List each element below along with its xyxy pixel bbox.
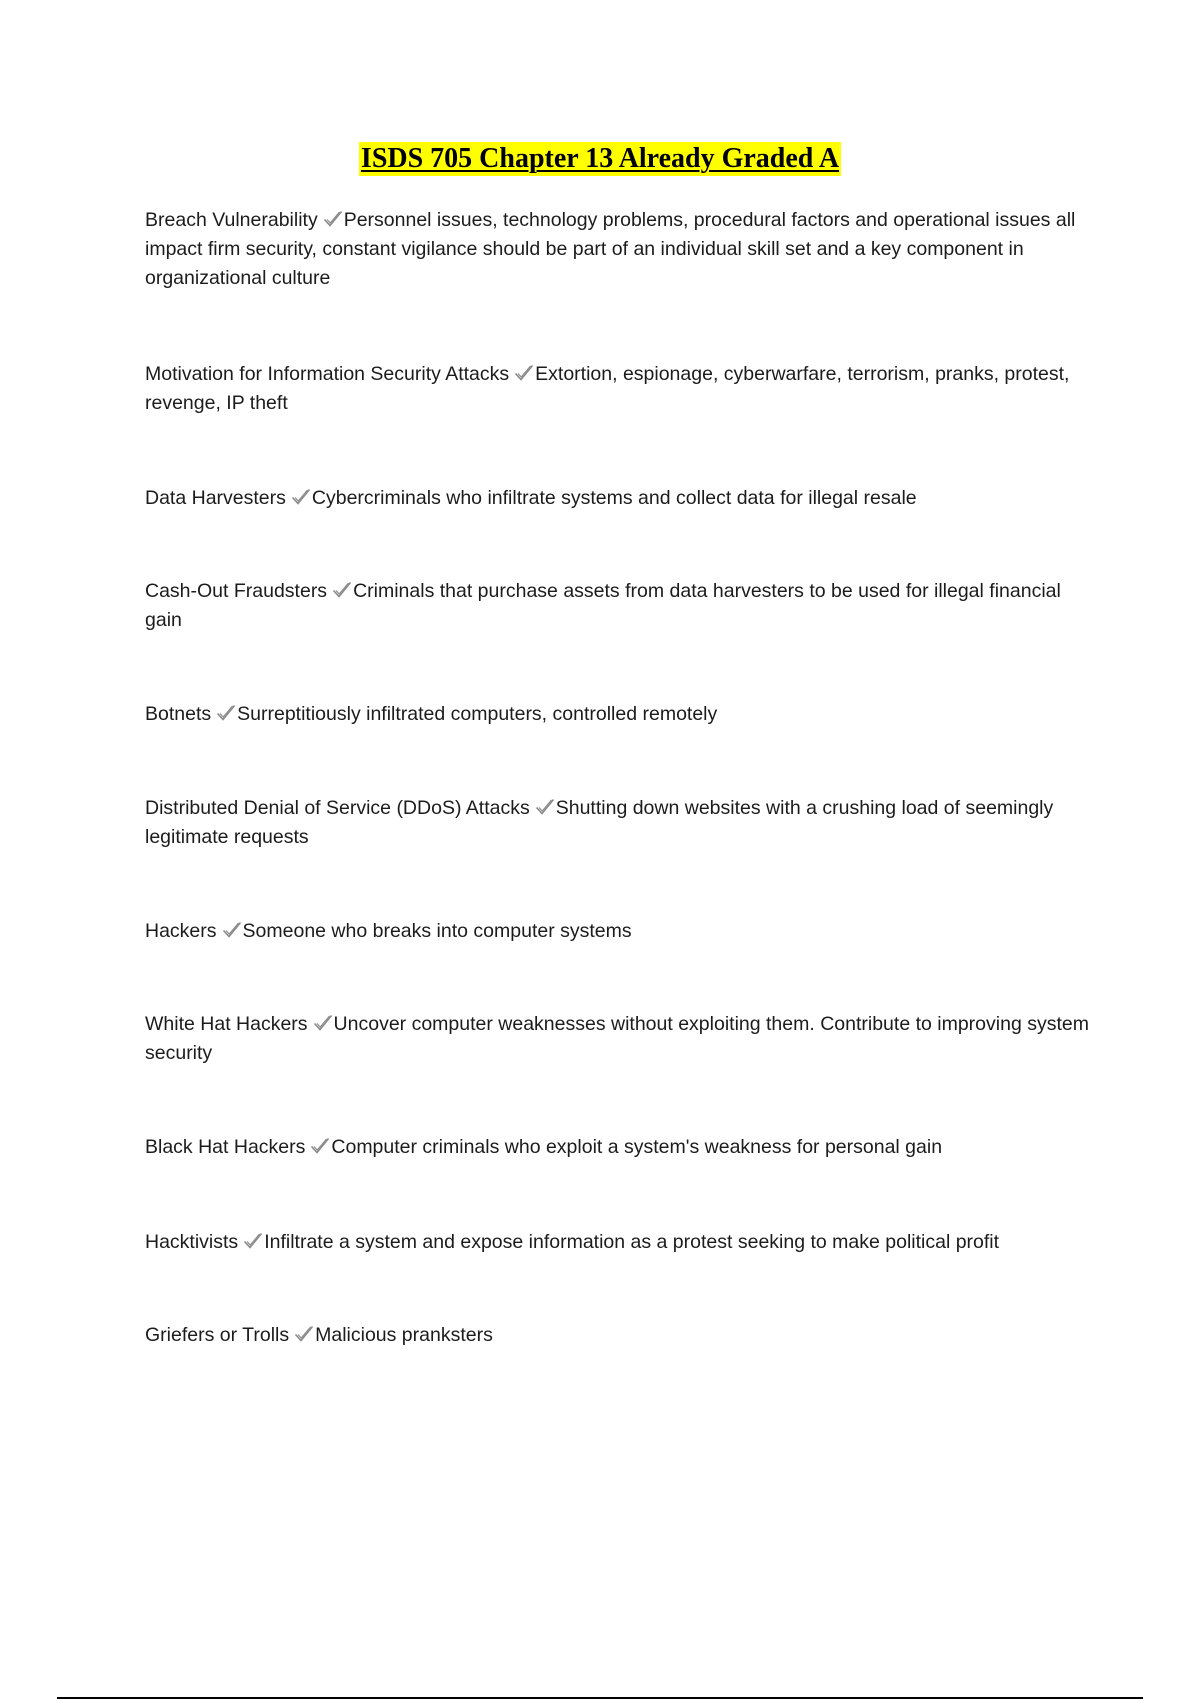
check-mark-icon [294,1325,314,1343]
flashcard-entry [145,577,1095,635]
check-mark-icon [313,1014,333,1032]
check-mark-icon [243,1232,263,1250]
check-mark-icon [323,210,343,228]
flashcard-entry [145,1228,1095,1257]
entry-definition: Cybercriminals who infiltrate systems and collect data for illegal resale [311,487,917,509]
entry-definition: Surreptitiously infiltrated computers, controlled remotely [237,703,718,725]
entry-term: Griefers or Trolls [145,1324,290,1346]
entry-definition: Shutting down websites with a crushing load of seemingly legitimate requests [145,797,1054,848]
entry-definition: Computer criminals who exploit a system's weakness for personal gain [331,1136,943,1158]
entry-definition: Uncover computer weaknesses without exploiting them. Contribute to improving system security [145,1013,1089,1064]
entry-definition: Someone who breaks into computer systems [242,920,632,942]
flashcard-entry [145,794,1095,852]
entry-term: Botnets [145,703,212,725]
check-mark-icon [535,798,555,816]
entry-term: Distributed Denial of Service (DDoS) Attacks [145,797,530,819]
entry-term: Data Harvesters [145,487,286,509]
entry-term: Breach Vulnerability [145,209,318,231]
entry-definition: Extortion, espionage, cyberwarfare, terrorism, pranks, protest, revenge, IP theft [145,363,1070,414]
footer-divider [57,1697,1143,1699]
flashcard-entry [145,1133,1095,1162]
flashcard-entry [145,1010,1095,1068]
flashcard-entry [145,1321,1095,1350]
flashcard-entry [145,360,1095,418]
document-title: ISDS 705 Chapter 13 Already Graded A [360,143,840,174]
entry-definition: Infiltrate a system and expose information as a protest seeking to make political profit [264,1231,1000,1253]
entry-term: Motivation for Information Security Attacks [145,363,510,385]
flashcard-entry [145,700,1095,729]
check-mark-icon [222,921,242,939]
entry-term: White Hat Hackers [145,1013,308,1035]
entry-definition: Personnel issues, technology problems, procedural factors and operational issues all impact firm security, constant vigilance should be part of an individual skill set and a key component in organizational culture [145,209,1076,289]
flashcard-entry [145,206,1095,293]
flashcard-entry [145,917,1095,946]
entry-term: Cash-Out Fraudsters [145,580,328,602]
entry-definition: Criminals that purchase assets from data harvesters to be used for illegal financial gain [145,580,1061,631]
check-mark-icon [514,364,534,382]
check-mark-icon [310,1137,330,1155]
entry-term: Hackers [145,920,217,942]
entry-definition: Malicious pranksters [315,1324,493,1346]
check-mark-icon [216,704,236,722]
title-container [0,142,1200,176]
check-mark-icon [291,488,311,506]
check-mark-icon [332,581,352,599]
flashcard-entry [145,484,1095,513]
entry-term: Hacktivists [145,1231,239,1253]
entry-term: Black Hat Hackers [145,1136,306,1158]
